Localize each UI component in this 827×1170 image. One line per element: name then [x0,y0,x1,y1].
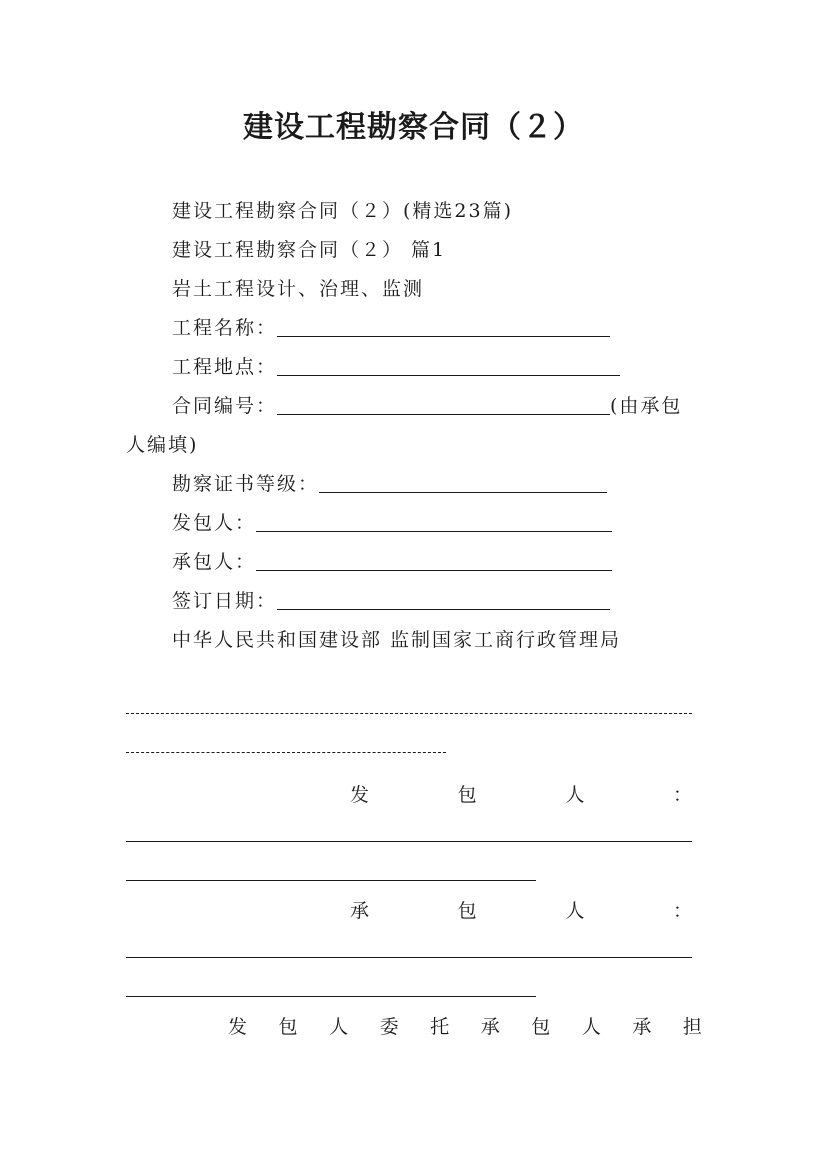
commission-char: 人 [329,1016,349,1038]
commission-char: 委 [379,1016,399,1038]
contractor-fill-line[interactable] [126,957,692,958]
cert-grade-label: 勘察证书等级： [172,473,320,495]
contract-no-note-wrap: 人编填) [126,434,199,456]
employer-spaced-label [126,782,692,808]
contractor-row [172,549,612,575]
employer-char: 人 [565,784,585,806]
project-location-blank[interactable] [277,355,620,376]
project-location-row [172,354,620,380]
employer-row [172,510,612,536]
project-name-label: 工程名称： [172,317,278,339]
employer-char: 包 [457,784,477,806]
dashed-separator-continued [126,752,446,753]
contractor-spaced-label [126,898,692,924]
contractor-char: 承 [350,900,370,922]
project-name-row [172,315,610,341]
employer-fill-line[interactable] [126,841,692,842]
issuer-line: 中华人民共和国建设部 监制国家工商行政管理局 [172,629,622,651]
contractor-char: ： [672,900,692,922]
project-name-blank[interactable] [277,316,610,337]
commission-char: 托 [430,1016,450,1038]
section-heading: 建设工程勘察合同（２） 篇1 [172,239,447,261]
sign-date-blank[interactable] [277,589,610,610]
contractor-fill-line-continued[interactable] [126,996,536,997]
commission-char: 包 [278,1016,298,1038]
commission-char: 发 [228,1016,248,1038]
contractor-blank[interactable] [256,550,612,571]
contractor-label: 承包人： [172,551,257,573]
scope-line: 岩土工程设计、治理、监测 [172,278,425,300]
contract-no-blank[interactable] [277,394,610,415]
contractor-char: 包 [457,900,477,922]
project-location-label: 工程地点： [172,356,278,378]
contract-no-note: (由承包 [610,395,683,417]
commission-char: 承 [480,1016,500,1038]
commission-char: 人 [581,1016,601,1038]
employer-fill-line-continued[interactable] [126,880,536,881]
commission-char: 承 [632,1016,652,1038]
contract-no-row [172,393,682,419]
sign-date-row [172,588,610,614]
employer-label: 发包人： [172,512,257,534]
dashed-separator [126,713,692,714]
contractor-char: 人 [565,900,585,922]
employer-char: ： [672,784,692,806]
employer-char: 发 [350,784,370,806]
contract-no-label: 合同编号： [172,395,278,417]
document-subtitle: 建设工程勘察合同（２）(精选23篇) [172,200,514,222]
commission-line [228,1014,702,1040]
document-title: 建设工程勘察合同（２） [243,110,584,145]
employer-blank[interactable] [256,511,612,532]
cert-grade-blank[interactable] [319,472,607,493]
cert-grade-row [172,471,607,497]
sign-date-label: 签订日期： [172,590,278,612]
commission-char: 担 [682,1016,702,1038]
commission-char: 包 [531,1016,551,1038]
